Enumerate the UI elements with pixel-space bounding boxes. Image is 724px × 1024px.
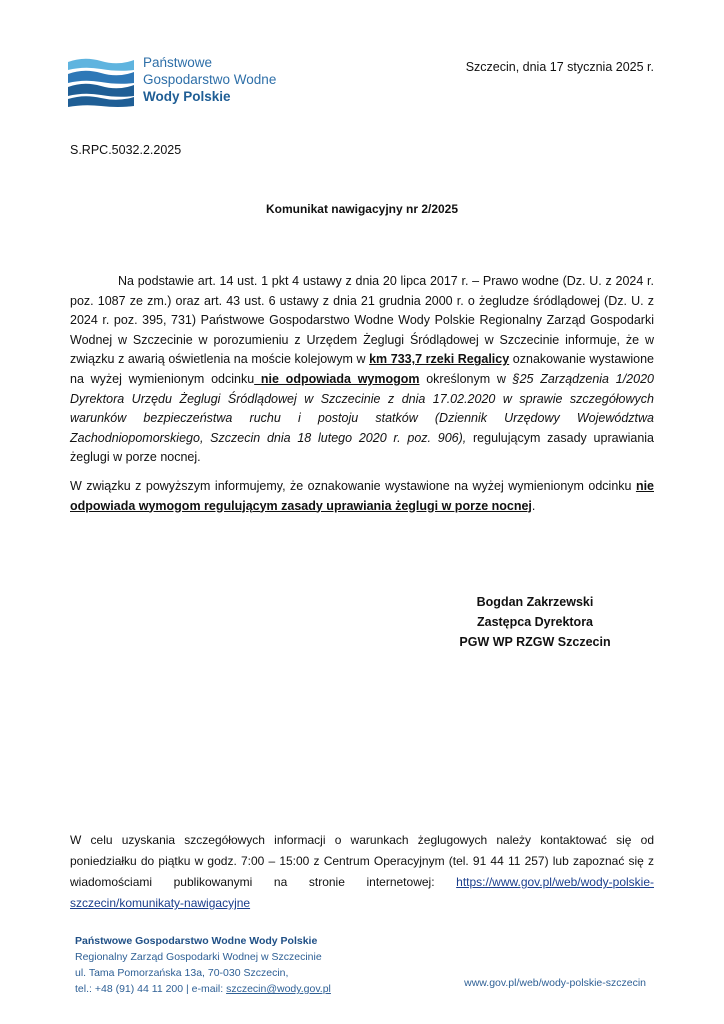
logo-line-3: Wody Polskie — [143, 89, 231, 104]
p1-location: km 733,7 rzeki Regalicy — [369, 352, 510, 367]
footer-phone: tel.: +48 (91) 44 11 200 | e-mail: — [75, 983, 227, 995]
p2-emphasis: nie odpowiada wymogom regulującym zasady uprawiania żeglugi w porze nocnej — [70, 478, 654, 513]
footer — [75, 933, 331, 997]
signatory-role: Zastępca Dyrektora — [476, 615, 594, 629]
wody-polskie-logo — [68, 54, 288, 112]
footer-email-link[interactable]: szczecin@wody.gov.pl — [226, 983, 331, 995]
signature-block — [440, 592, 630, 652]
paragraph-1 — [70, 272, 654, 468]
contact-info — [70, 830, 654, 914]
document-date: Szczecin, dnia 17 stycznia 2025 r. — [465, 60, 654, 74]
p2-text-a: W związku z powyższym informujemy, że oznakowanie wystawione na wyżej wymienionym odcinku — [70, 478, 636, 493]
signatory-org: PGW WP RZGW Szczecin — [459, 635, 611, 649]
footer-website[interactable]: www.gov.pl/web/wody-polskie-szczecin — [464, 977, 646, 989]
p1-regulation: §25 Zarządzenia 1/2020 Dyrektora Urzędu Żeglugi Śródlądowej w Szczecinie z dnia 17.02.2020 w sprawie szczegółowych warunków bezpieczeństwa ruchu i postoju statków (Dziennik Urzędowy Województwa Zachodniopomorskiego, Szczecin dnia 18 lutego 2020 r. poz. 906), — [70, 371, 654, 445]
footer-unit: Regionalny Zarząd Gospodarki Wodnej w Szczecinie — [75, 951, 322, 963]
footer-org: Państwowe Gospodarstwo Wodne Wody Polskie — [75, 935, 318, 947]
p1-text-b: oznakowanie wystawione na wyżej wymienionym odcinku — [70, 352, 654, 386]
footer-address: ul. Tama Pomorzańska 13a, 70-030 Szczecin, — [75, 967, 289, 979]
reference-number: S.RPC.5032.2.2025 — [70, 143, 182, 157]
paragraph-2 — [70, 477, 654, 516]
p2-end: . — [531, 498, 536, 513]
notices-link[interactable]: https://www.gov.pl/web/wody-polskie-szczecin/komunikaty-nawigacyjne — [70, 875, 654, 910]
contact-info-text: W celu uzyskania szczegółowych informacji o warunkach żeglugowych należy kontaktować się od poniedziałku do piątku w godz. 7:00 – 15:00 z Centrum Operacyjnym (tel. 91 44 11 257) lub zapoznać się z wiadomościami publikowanymi na stronie internetowej: — [70, 833, 654, 889]
logo-line-1: Państwowe — [143, 55, 213, 70]
p1-text-a: Na podstawie art. 14 ust. 1 pkt 4 ustawy z dnia 20 lipca 2017 r. – Prawo wodne (Dz. U. z 2024 r. poz. 1087 ze zm.) oraz art. 43 ust. 6 ustawy z dnia 21 grudnia 2000 r. o żegludze śródlądowej (Dz. U. z 2024 r. poz. 395, 731) Państwowe Gospodarstwo Wodne Wody Polskie Regionalny Zarząd Gospodarki Wodnej w Szczecinie w porozumieniu z Urzędem Żeglugi Śródlądowej w Szczecinie informuje, że w związku z awarią oświetlenia na moście kolejowym w — [70, 274, 654, 367]
logo-line-2: Gospodarstwo Wodne — [143, 72, 277, 87]
footer-contact — [75, 981, 331, 997]
p1-text-c: określonym w — [419, 371, 513, 386]
waves-logo-icon — [68, 56, 134, 108]
p1-text-d: regulującym zasady uprawiania żeglugi w porze nocnej. — [70, 430, 654, 465]
signatory-name: Bogdan Zakrzewski — [476, 595, 594, 609]
p1-requirement: nie odpowiada wymogom — [254, 371, 420, 386]
logo-text — [143, 54, 276, 105]
document-title: Komunikat nawigacyjny nr 2/2025 — [265, 202, 459, 216]
document-body — [70, 272, 654, 516]
